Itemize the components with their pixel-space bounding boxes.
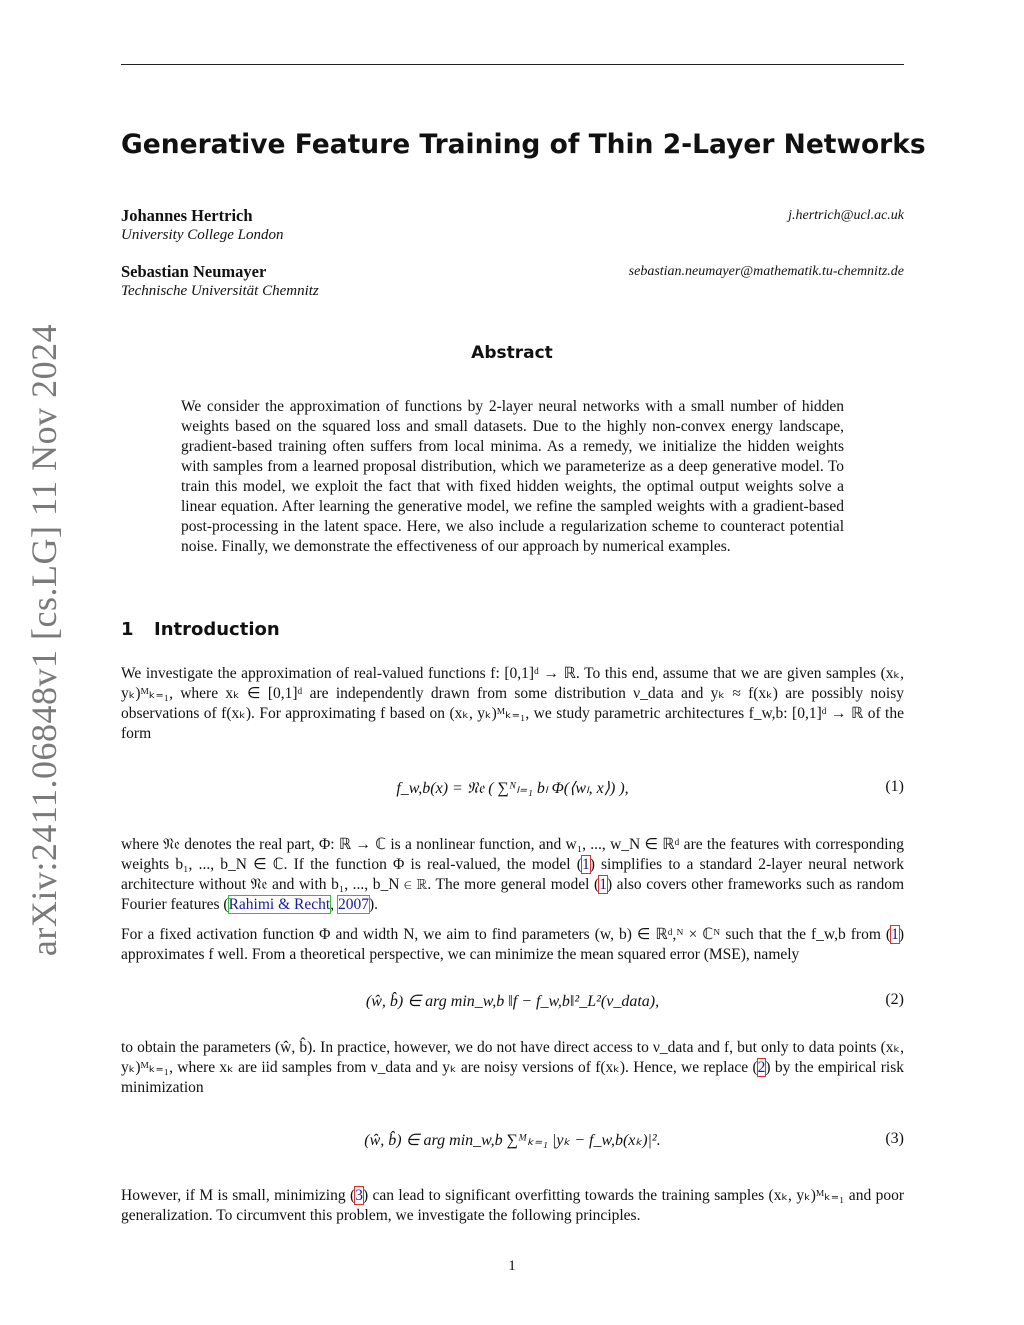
author-email-2[interactable]: sebastian.neumayer@mathematik.tu-chemnitz.de bbox=[628, 264, 904, 279]
eq2-reference-link[interactable]: 2 bbox=[757, 1059, 766, 1076]
equation-3 bbox=[121, 1130, 904, 1154]
intro-paragraph-3: For a fixed activation function Φ and width N, we aim to find parameters (w, b) ∈ ℝᵈ,ᴺ × ℂᴺ such that the f_w,b from (1) approximates f well. From a theoretical perspective, we can minimize the mean squared error (MSE), namely bbox=[121, 926, 904, 963]
intro-paragraph-2: where 𝔑𝔢 denotes the real part, Φ: ℝ → ℂ is a nonlinear function, and w₁, ..., w_N ∈ ℝᵈ are the features with corresponding weights b₁, ..., b_N ∈ ℂ. If the function Φ is real-valued, the model (1) simplifies to a standard 2-layer neural network architecture without 𝔑𝔢 and with b₁, ..., b_N ∈ ℝ. The more general model (1) also covers other frameworks such as random Fourier features (Rahimi & Recht, 2007). bbox=[121, 836, 904, 913]
intro-paragraph-5: However, if M is small, minimizing (3) can lead to significant overfitting towards the training samples (xₖ, yₖ)ᴹₖ₌₁ and poor generalization. To circumvent this problem, we investigate the following principles. bbox=[121, 1187, 905, 1224]
eq1-reference-link[interactable]: 1 bbox=[581, 856, 590, 873]
author-affiliation-1: University College London bbox=[121, 227, 284, 243]
eq1-reference-link[interactable]: 1 bbox=[891, 926, 899, 943]
equation-1 bbox=[121, 778, 904, 802]
author-name-1: Johannes Hertrich bbox=[121, 206, 253, 225]
top-rule bbox=[121, 64, 904, 65]
p5-text-a: However, if M is small, minimizing bbox=[121, 1187, 351, 1204]
equation-2 bbox=[121, 991, 904, 1015]
intro-paragraph-1: We investigate the approximation of real-valued functions f: [0,1]ᵈ → ℝ. To this end, assume that we are given samples (xₖ, yₖ)ᴹₖ₌₁, where xₖ ∈ [0,1]ᵈ are independently drawn from some distribution ν_data and yₖ ≈ f(xₖ) are possibly noisy observations of f(xₖ). For approximating f based on (xₖ, yₖ)ᴹₖ₌₁, we study parametric architectures f_w,b: [0,1]ᵈ → ℝ of the form bbox=[121, 665, 904, 742]
page-number: 1 bbox=[508, 1258, 516, 1274]
equation-3-number: (3) bbox=[885, 1130, 904, 1147]
equation-3-formula: (ŵ, b̂) ∈ arg min_w,b ∑ᴹₖ₌₁ |yₖ − f_w,b(xₖ)|². bbox=[364, 1132, 661, 1149]
abstract-body: We consider the approximation of functions by 2-layer neural networks with a small number of hidden weights based on the squared loss and small datasets. Due to the highly non-convex energy landscape, gradient-based training often suffers from local minima. As a remedy, we initialize the hidden weights with samples from a learned proposal distribution, which we parameterize as a deep generative model. To train this model, we exploit the fact that with fixed hidden weights, the optimal output weights solve a linear equation. After learning the generative model, we refine the sampled weights with a gradient-based post-processing in the latent space. Here, we also include a regularization scheme to counteract potential noise. Finally, we demonstrate the effectiveness of our approach by numerical examples. bbox=[181, 398, 844, 555]
equation-2-number: (2) bbox=[885, 991, 904, 1008]
arxiv-identifier: arXiv:2411.06848v1 [cs.LG] 11 Nov 2024 bbox=[24, 323, 64, 957]
author-name-2: Sebastian Neumayer bbox=[121, 262, 267, 281]
p3-text-a: For a fixed activation function Φ and width N, we aim to find parameters (w, b) ∈ ℝᵈ,ᴺ × ℂᴺ such that the f_w,b from bbox=[121, 926, 886, 943]
equation-1-number: (1) bbox=[885, 778, 904, 795]
p5-text-b: can lead to significant overfitting towards the training samples (xₖ, yₖ)ᴹₖ₌₁ and poor generalization. To circumvent this problem, we investigate the following principles. bbox=[121, 1187, 905, 1224]
eq3-reference-link[interactable]: 3 bbox=[355, 1187, 363, 1204]
p2-text-c: also covers other frameworks such as random Fourier features ( bbox=[121, 876, 904, 913]
author-affiliation-2: Technische Universität Chemnitz bbox=[121, 283, 319, 299]
paper-title: Generative Feature Training of Thin 2-Layer Networks bbox=[121, 129, 926, 160]
section-heading bbox=[121, 619, 280, 640]
rahimi-year-link[interactable]: 2007 bbox=[337, 896, 369, 913]
equation-1-formula: f_w,b(x) = 𝔑𝔢 ( ∑ᴺₗ₌₁ bₗ Φ(⟨wₗ, x⟩) ), bbox=[396, 780, 629, 797]
p4-text-a: to obtain the parameters (ŵ, b̂). In practice, however, we do not have direct access to ν_data and f, but only to data points (xₖ, yₖ)ᴹₖ₌₁, where xₖ are iid samples from ν_data and yₖ are noisy versions of f(xₖ). Hence, we replace bbox=[121, 1039, 904, 1076]
section-title: Introduction bbox=[154, 619, 280, 640]
intro-paragraph-4: to obtain the parameters (ŵ, b̂). In practice, however, we do not have direct access to ν_data and f, but only to data points (xₖ, yₖ)ᴹₖ₌₁, where xₖ are iid samples from ν_data and yₖ are noisy versions of f(xₖ). Hence, we replace (2) by the empirical risk minimization bbox=[121, 1039, 904, 1096]
p2-text-d: ). bbox=[368, 896, 378, 913]
p2-text-b: simplifies to a standard 2-layer neural network architecture without 𝔑𝔢 and with b₁, ..., b_N ∈ ℝ. The more general model bbox=[121, 856, 904, 893]
p4-text-b: by the empirical risk minimization bbox=[121, 1059, 904, 1096]
eq1-reference-link[interactable]: 1 bbox=[599, 876, 607, 893]
author-email-1[interactable]: j.hertrich@ucl.ac.uk bbox=[788, 208, 904, 223]
p2-text-a: where 𝔑𝔢 denotes the real part, Φ: ℝ → ℂ is a nonlinear function, and w₁, ..., w_N ∈ ℝᵈ are the features with corresponding weights b₁, ..., b_N ∈ ℂ. If the function Φ is real-valued, the model bbox=[121, 836, 904, 873]
equation-2-formula: (ŵ, b̂) ∈ arg min_w,b ‖f − f_w,b‖²_L²(ν_data), bbox=[365, 993, 660, 1010]
abstract-heading: Abstract bbox=[471, 343, 553, 363]
rahimi-citation-link[interactable]: Rahimi & Recht bbox=[228, 896, 331, 913]
section-number: 1 bbox=[121, 619, 134, 640]
p3-text-b: approximates f well. From a theoretical perspective, we can minimize the mean squared error (MSE), namely bbox=[121, 946, 800, 963]
